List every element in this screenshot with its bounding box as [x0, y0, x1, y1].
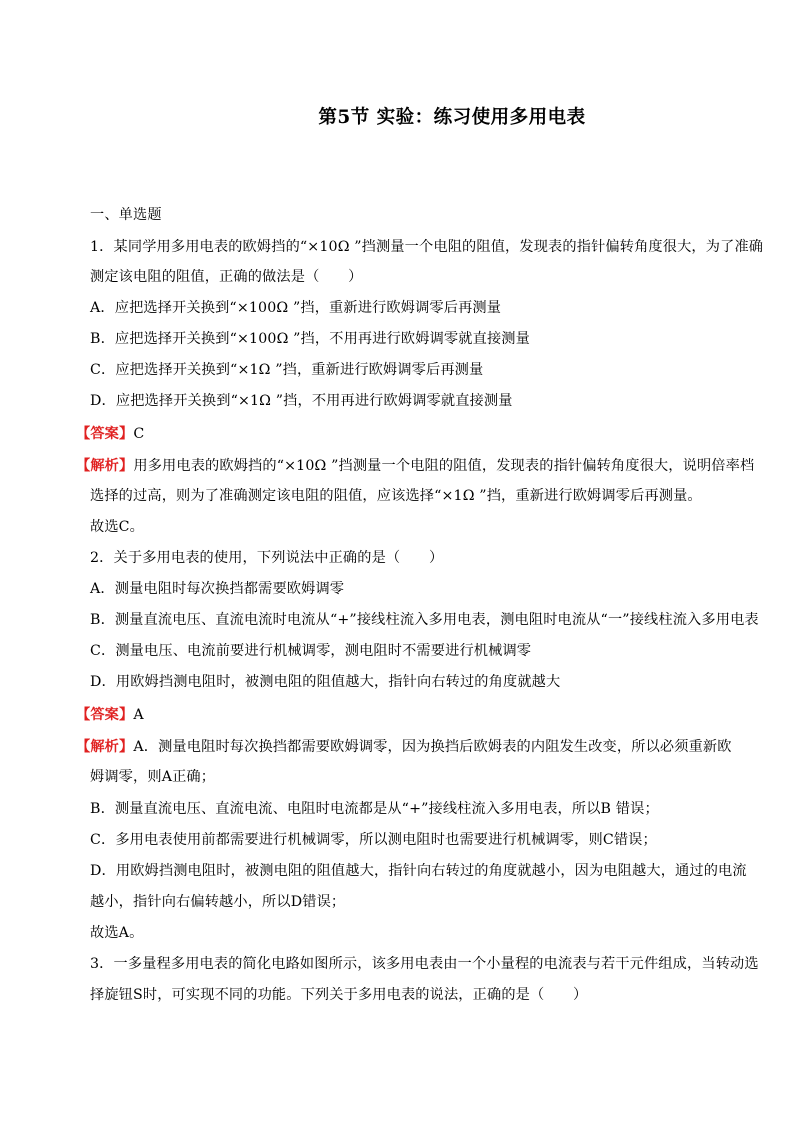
q1-stem-line-1: 1．某同学用多用电表的欧姆挡的“×10Ω ”挡测量一个电阻的阻值，发现表的指针偏转角度很大，为了准确	[90, 239, 764, 255]
q2-analysis-line-2: 姆调零，则A正确；	[90, 769, 216, 785]
q2-option-a: A．测量电阻时每次换挡都需要欧姆调零	[90, 581, 345, 597]
q2-analysis-line-5: D．用欧姆挡测电阻时，被测电阻的阻值越大，指针向右转过的角度就越小，因为电阻越大，通过的电流	[90, 863, 747, 879]
q2-option-d: D．用欧姆挡测电阻时，被测电阻的阻值越大，指针向右转过的角度就越大	[90, 674, 561, 690]
q2-answer-tag: 【答案】	[76, 707, 134, 723]
q1-analysis-line-1	[76, 456, 755, 476]
q1-analysis-tag: 【解析】	[76, 458, 134, 474]
q1-option-b: B．应把选择开关换到“×100Ω ”挡，不用再进行欧姆调零就直接测量	[90, 331, 530, 347]
q2-analysis-line-6: 越小，指针向右偏转越小，所以D错误；	[90, 894, 346, 910]
q2-option-b: B．测量直流电压、直流电流时电流从“+”接线柱流入多用电表，测电阻时电流从“一”接线柱流入多用电表	[90, 612, 759, 628]
q1-option-d: D．应把选择开关换到“×1Ω ”挡，不用再进行欧姆调零就直接测量	[90, 393, 513, 409]
q2-analysis-text-1: A．测量电阻时每次换挡都需要欧姆调零，因为换挡后欧姆表的内阻发生改变，所以必须重新欧	[133, 739, 732, 755]
q1-conclusion: 故选C。	[90, 519, 145, 535]
q1-analysis-text-1: 用多用电表的欧姆挡的“×10Ω ”挡测量一个电阻的阻值，发现表的指针偏转角度很大，说明倍率档	[133, 458, 755, 474]
q2-analysis-line-4: C．多用电表使用前都需要进行机械调零，所以测电阻时也需要进行机械调零，则C错误；	[90, 832, 657, 848]
q2-analysis-tag: 【解析】	[76, 739, 134, 755]
q1-analysis-line-2: 选择的过高，则为了准确测定该电阻的阻值，应该选择“×1Ω ”挡，重新进行欧姆调零后再测量。	[90, 488, 702, 504]
q1-answer-tag: 【答案】	[76, 426, 134, 442]
q2-answer	[76, 705, 716, 725]
q2-analysis-line-3: B．测量直流电压、直流电流、电阻时电流都是从“+”接线柱流入多用电表，所以B 错误；	[90, 801, 659, 817]
q2-analysis-line-1	[76, 737, 732, 757]
q1-option-c: C．应把选择开关换到“×1Ω ”挡，重新进行欧姆调零后再测量	[90, 362, 484, 378]
page-title: 第5节 实验：练习使用多用电表	[318, 107, 586, 128]
q2-conclusion: 故选A。	[90, 925, 144, 941]
q3-stem-line-1: 3．一多量程多用电表的简化电路如图所示，该多用电表由一个小量程的电流表与若干元件组成，当转动选	[90, 956, 759, 972]
q3-stem-line-2: 择旋钮S时，可实现不同的功能。下列关于多用电表的说法，正确的是（ ）	[90, 987, 588, 1003]
q2-stem: 2．关于多用电表的使用，下列说法中正确的是（ ）	[90, 550, 444, 566]
q1-option-a: A．应把选择开关换到“×100Ω ”挡，重新进行欧姆调零后再测量	[90, 300, 502, 316]
q1-answer-value: C	[133, 426, 145, 442]
q1-answer	[76, 424, 716, 444]
q2-answer-value: A	[133, 707, 144, 723]
section-heading: 一、单选题	[90, 207, 162, 223]
q2-option-c: C．测量电压、电流前要进行机械调零，测电阻时不需要进行机械调零	[90, 643, 532, 659]
q1-stem-line-2: 测定该电阻的阻值，正确的做法是（ ）	[90, 269, 363, 285]
